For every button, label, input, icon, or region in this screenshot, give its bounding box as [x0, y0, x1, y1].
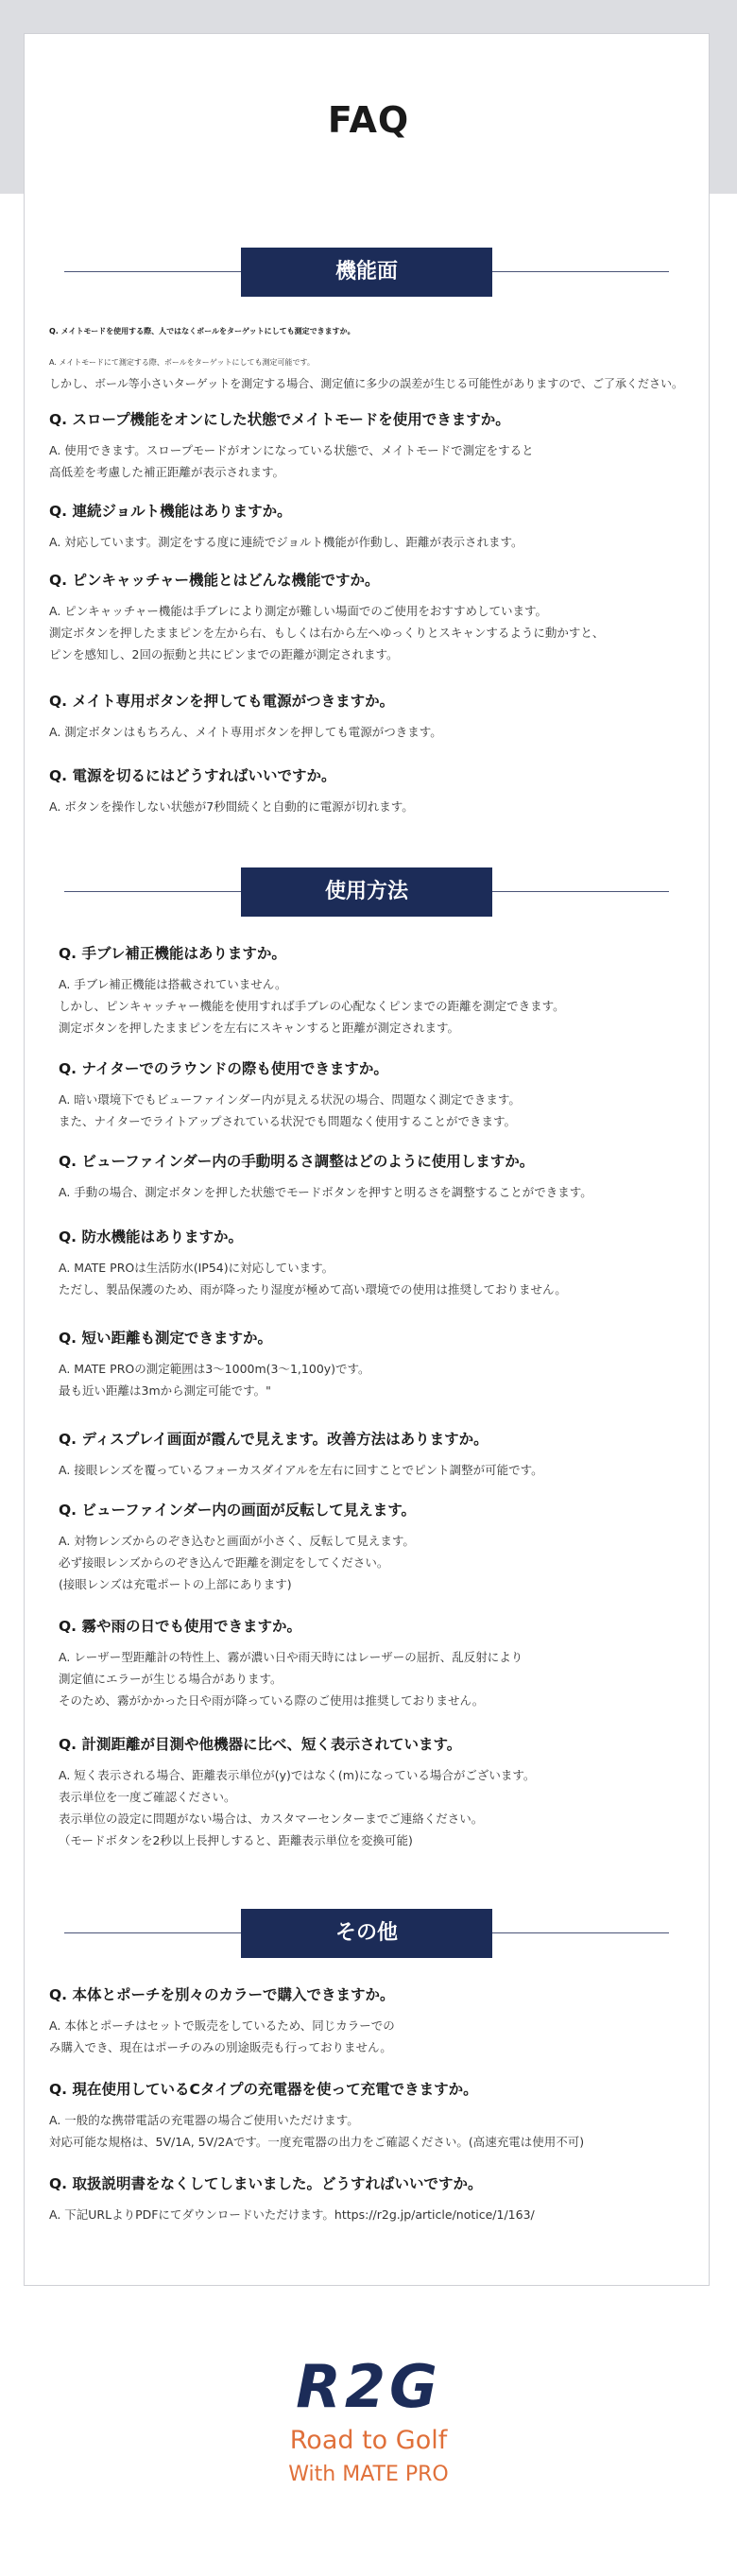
logo-wordmark: R2G: [296, 2352, 441, 2421]
divider-line: [492, 271, 669, 272]
faq-question: Q. 取扱説明書をなくしてしまいました。どうすればいいですか。: [49, 2175, 483, 2192]
logo-subtagline: With MATE PRO: [288, 2463, 449, 2486]
faq-answer-line: A. 短く表示される場合、距離表示単位が(y)ではなく(m)になっている場合がございます。: [59, 1768, 536, 1782]
faq-answer-line: 表示単位の設定に問題がない場合は、カスタマーセンターまでご連絡ください。: [59, 1812, 484, 1826]
faq-question: Q. 連続ジョルト機能はありますか。: [49, 503, 292, 520]
section-title: 使用方法: [241, 867, 492, 917]
faq-item: [59, 1500, 416, 1595]
faq-item: [49, 409, 534, 483]
faq-question: Q. 防水機能はありますか。: [59, 1228, 243, 1245]
faq-item: [59, 1734, 535, 1851]
faq-answer-line: A. MATE PROの測定範囲は3〜1000m(3〜1,100y)です。: [59, 1362, 370, 1376]
faq-answer-line: 測定ボタンを押したままピンを左右にスキャンすると距離が測定されます。: [59, 1021, 460, 1035]
faq-question: Q. ビューファインダー内の手動明るさ調整はどのように使用しますか。: [59, 1153, 535, 1170]
section-header-usage: [0, 867, 737, 917]
faq-answer-line: ただし、製品保護のため、雨が降ったり湿度が極めて高い環境での使用は推奨しておりません。: [59, 1282, 567, 1297]
faq-answer-line: (接眼レンズは充電ポートの上部にあります): [59, 1577, 292, 1591]
faq-answer-line: しかし、ボール等小さいターゲットを測定する場合、測定値に多少の誤差が生じる可能性がありますので、ご了承ください。: [49, 377, 684, 390]
faq-answer-line: A. ボタンを操作しない状態が7秒間続くと自動的に電源が切れます。: [49, 799, 414, 814]
faq-answer-line: A. 暗い環境下でもビューファインダー内が見える状況の場合、問題なく測定できます。: [59, 1092, 521, 1107]
faq-item: [59, 1328, 370, 1401]
faq-answer-line: A. 接眼レンズを覆っているフォーカスダイアルを左右に回すことでピント調整が可能です。: [59, 1463, 543, 1477]
faq-item: [59, 1227, 567, 1300]
faq-answer-line: 対応可能な規格は、5V/1A, 5V/2Aです。一度充電器の出力をご確認ください。(高速充電は使用不可): [49, 2135, 585, 2149]
section-header-function: [0, 248, 737, 297]
faq-item: [59, 1058, 521, 1132]
faq-question: Q. ビューファインダー内の画面が反転して見えます。: [59, 1502, 417, 1519]
faq-answer-line: A. 一般的な携帯電話の充電器の場合ご使用いただけます。: [49, 2113, 359, 2127]
faq-answer-line: み購入でき、現在はポーチのみの別途販売も行っておりません。: [49, 2040, 392, 2054]
faq-question: Q. ピンキャッチャー機能とはどんな機能ですか。: [49, 572, 380, 589]
divider-line: [64, 271, 241, 272]
faq-answer-line: A. 手動の場合、測定ボタンを押した状態でモードボタンを押すと明るさを調整することができます。: [59, 1185, 592, 1199]
faq-question: Q. ディスプレイ画面が霞んで見えます。改善方法はありますか。: [59, 1431, 488, 1448]
section-header-other: [0, 1909, 737, 1958]
faq-answer-line: ピンを感知し、2回の振動と共にピンまでの距離が測定されます。: [49, 647, 399, 661]
faq-answer-line: A. 手ブレ補正機能は搭載されていません。: [59, 977, 287, 991]
faq-item: [49, 501, 523, 553]
faq-question: Q. 計測距離が目測や他機器に比べ、短く表示されています。: [59, 1736, 462, 1753]
divider-line: [492, 891, 669, 892]
faq-question: Q. 短い距離も測定できますか。: [59, 1330, 272, 1347]
faq-answer-line: A. レーザー型距離計の特性上、霧が濃い日や雨天時にはレーザーの屈折、乱反射により: [59, 1650, 523, 1664]
faq-answer-line: （モードボタンを2秒以上長押しすると、距離表示単位を変換可能): [59, 1833, 413, 1847]
faq-item: [59, 1429, 543, 1481]
faq-item: [49, 691, 442, 743]
faq-answer-line: A. 対物レンズからのぞき込むと画面が小さく、反転して見えます。: [59, 1534, 415, 1548]
logo-tagline: Road to Golf: [289, 2426, 448, 2455]
faq-item: [49, 2079, 584, 2153]
divider-line: [64, 1932, 241, 1933]
divider-line: [492, 1932, 669, 1933]
faq-question: Q. 霧や雨の日でも使用できますか。: [59, 1618, 301, 1635]
faq-answer-line: A. 使用できます。スロープモードがオンになっている状態で、メイトモードで測定をすると: [49, 443, 534, 457]
faq-answer-line: A. 測定ボタンはもちろん、メイト専用ボタンを押しても電源がつきます。: [49, 725, 442, 739]
faq-answer-line: 最も近い距離は3mから測定可能です。": [59, 1383, 271, 1398]
section-title: 機能面: [241, 248, 492, 297]
faq-answer-line: そのため、霧がかかった日や雨が降っている際のご使用は推奨しておりません。: [59, 1693, 485, 1708]
faq-question: Q. メイトモードを使用する際、人ではなくボールをターゲットにしても測定できますか。: [49, 327, 355, 335]
faq-answer-line: A. MATE PROは生活防水(IP54)に対応しています。: [59, 1261, 334, 1275]
faq-item: [49, 2173, 535, 2225]
faq-answer-line: A. 本体とポーチはセットで販売をしているため、同じカラーでの: [49, 2018, 395, 2033]
faq-question: Q. 本体とポーチを別々のカラーで購入できますか。: [49, 1986, 395, 2003]
faq-answer-line: A. 下記URLよりPDFにてダウンロードいただけます。https://r2g.jp/article/notice/1/163/: [49, 2207, 535, 2222]
faq-answer-line: 高低差を考慮した補正距離が表示されます。: [49, 465, 285, 479]
faq-item: [49, 765, 414, 817]
brand-logo: [0, 2352, 737, 2488]
faq-item: [49, 1984, 395, 2058]
faq-item: [49, 321, 683, 395]
faq-question: Q. メイト専用ボタンを押しても電源がつきますか。: [49, 693, 395, 710]
faq-question: Q. 現在使用しているCタイプの充電器を使って充電できますか。: [49, 2081, 478, 2098]
faq-item: [59, 943, 565, 1039]
faq-item: [49, 570, 604, 665]
faq-question: Q. ナイターでのラウンドの際も使用できますか。: [59, 1060, 388, 1077]
faq-answer-line: A. メイトモードにて測定する際、ボールをターゲットにしても測定可能です。: [49, 358, 315, 367]
faq-question: Q. 手ブレ補正機能はありますか。: [59, 945, 286, 962]
faq-question: Q. 電源を切るにはどうすればいいですか。: [49, 767, 336, 784]
faq-answer-line: 測定ボタンを押したままピンを左から右、もしくは右から左へゆっくりとスキャンするように動かすと、: [49, 626, 605, 640]
faq-answer-line: しかし、ピンキャッチャー機能を使用すれば手ブレの心配なくピンまでの距離を測定できます。: [59, 999, 565, 1013]
faq-item: [59, 1151, 592, 1203]
faq-question: Q. スロープ機能をオンにした状態でメイトモードを使用できますか。: [49, 411, 510, 428]
divider-line: [64, 891, 241, 892]
faq-answer-line: A. ピンキャッチャー機能は手ブレにより測定が難しい場面でのご使用をおすすめしています。: [49, 604, 548, 618]
faq-answer-line: 必ず接眼レンズからのぞき込んで距離を測定をしてください。: [59, 1555, 389, 1570]
faq-answer-line: 測定値にエラーが生じる場合があります。: [59, 1672, 283, 1686]
section-title: その他: [241, 1909, 492, 1958]
faq-item: [59, 1616, 523, 1711]
page-title: FAQ: [327, 99, 410, 141]
faq-answer-line: A. 対応しています。測定をする度に連続でジョルト機能が作動し、距離が表示されます。: [49, 535, 523, 549]
faq-answer-line: また、ナイターでライトアップされている状況でも問題なく使用することができます。: [59, 1114, 517, 1128]
faq-answer-line: 表示単位を一度ご確認ください。: [59, 1790, 236, 1804]
